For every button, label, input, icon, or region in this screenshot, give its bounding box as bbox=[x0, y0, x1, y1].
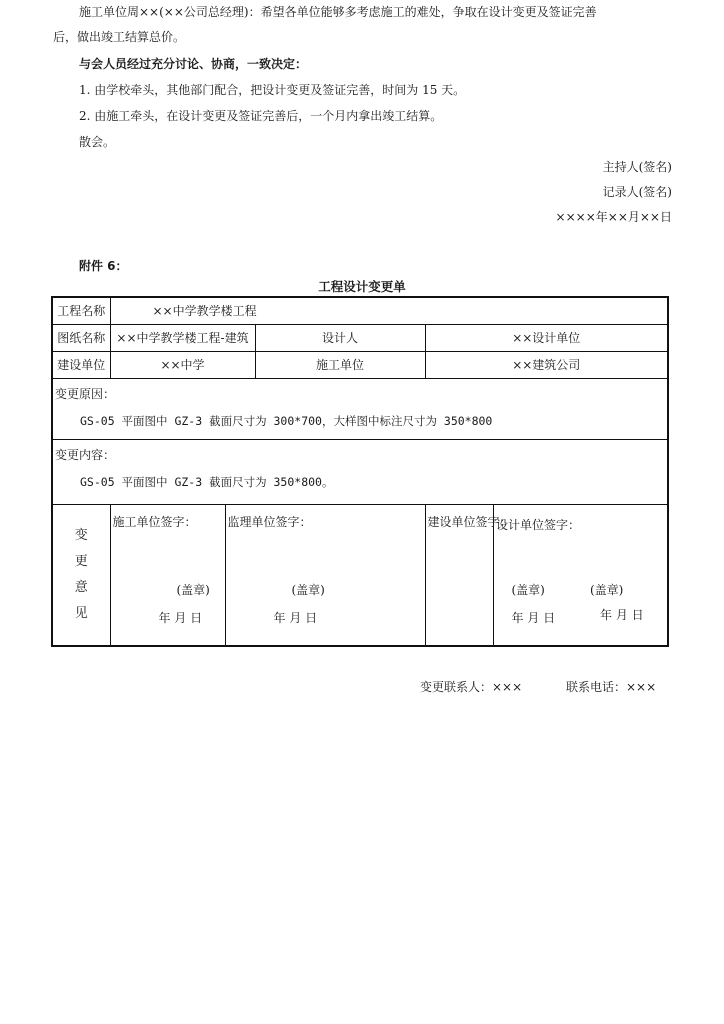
opinion-char: 更 bbox=[74, 553, 88, 569]
contractor-value: ××建筑公司 bbox=[425, 351, 668, 378]
change-reason-block bbox=[52, 378, 668, 439]
change-content-label: 变更内容： bbox=[55, 447, 116, 462]
decision-item-2: 2. 由施工牵头，在设计变更及签证完善后，一个月内拿出竣工结算。 bbox=[79, 109, 443, 123]
drawing-name-label: 图纸名称 bbox=[52, 324, 110, 351]
opinion-char: 见 bbox=[74, 605, 88, 621]
meeting-date: ××××年××月××日 bbox=[555, 210, 672, 224]
owner-label: 建设单位 bbox=[52, 351, 110, 378]
sig-date: 年 月 日 bbox=[158, 610, 203, 625]
opinion-char: 变 bbox=[74, 527, 88, 543]
seal-text: (盖章) bbox=[511, 582, 545, 597]
owner-value: ××中学 bbox=[110, 351, 255, 378]
designer-value: ××设计单位 bbox=[425, 324, 668, 351]
project-name-label: 工程名称 bbox=[52, 297, 110, 324]
intro-line-2: 后，做出竣工结算总价。 bbox=[53, 30, 186, 44]
intro-line-1: 施工单位周××(××公司总经理)：希望各单位能够多考虑施工的难处，争取在设计变更及签证完善 bbox=[79, 5, 597, 19]
designer-seal-text: (盖章) bbox=[590, 583, 624, 597]
attachment-label: 附件 6： bbox=[79, 259, 128, 273]
designer-sig-date: 年 月 日 bbox=[600, 608, 644, 622]
designer-sig-label: 设计单位签字： bbox=[496, 518, 581, 532]
sig-label: 施工单位签字： bbox=[112, 514, 197, 529]
seal-text: (盖章) bbox=[291, 582, 325, 597]
change-content-block bbox=[52, 439, 668, 504]
supervisor-signature-cell bbox=[225, 504, 425, 646]
seal-text: (盖章) bbox=[176, 582, 210, 597]
contractor-signature-cell bbox=[110, 504, 225, 646]
change-contact: 变更联系人：××× bbox=[420, 680, 523, 694]
decision-item-1: 1. 由学校牵头，其他部门配合，把设计变更及签证完善，时间为 15 天。 bbox=[79, 83, 466, 97]
drawing-name-value: ××中学教学楼工程-建筑 bbox=[110, 324, 255, 351]
decision-heading: 与会人员经过充分讨论、协商，一致决定： bbox=[79, 57, 308, 71]
change-opinion-label bbox=[52, 504, 110, 646]
sig-label: 建设单位签字： bbox=[427, 514, 512, 529]
form-title: 工程设计变更单 bbox=[318, 279, 406, 294]
design-change-form bbox=[51, 296, 669, 647]
opinion-char: 意 bbox=[74, 579, 88, 595]
sig-date: 年 月 日 bbox=[273, 610, 318, 625]
host-signature: 主持人(签名) bbox=[602, 160, 672, 174]
project-name-value: ××中学教学楼工程 bbox=[110, 297, 668, 324]
change-content-text: GS-05 平面图中 GZ-3 截面尺寸为 350*800。 bbox=[80, 474, 334, 489]
contact-phone: 联系电话：××× bbox=[566, 680, 657, 694]
change-reason-label: 变更原因： bbox=[55, 386, 116, 401]
contractor-label: 施工单位 bbox=[255, 351, 425, 378]
sig-label: 监理单位签字： bbox=[227, 514, 312, 529]
designer-label: 设计人 bbox=[255, 324, 425, 351]
change-reason-text: GS-05 平面图中 GZ-3 截面尺寸为 300*700，大样图中标注尺寸为 350*800 bbox=[80, 413, 493, 428]
closing-text: 散会。 bbox=[79, 135, 116, 149]
recorder-signature: 记录人(签名) bbox=[602, 185, 672, 199]
sig-date: 年 月 日 bbox=[511, 610, 556, 625]
